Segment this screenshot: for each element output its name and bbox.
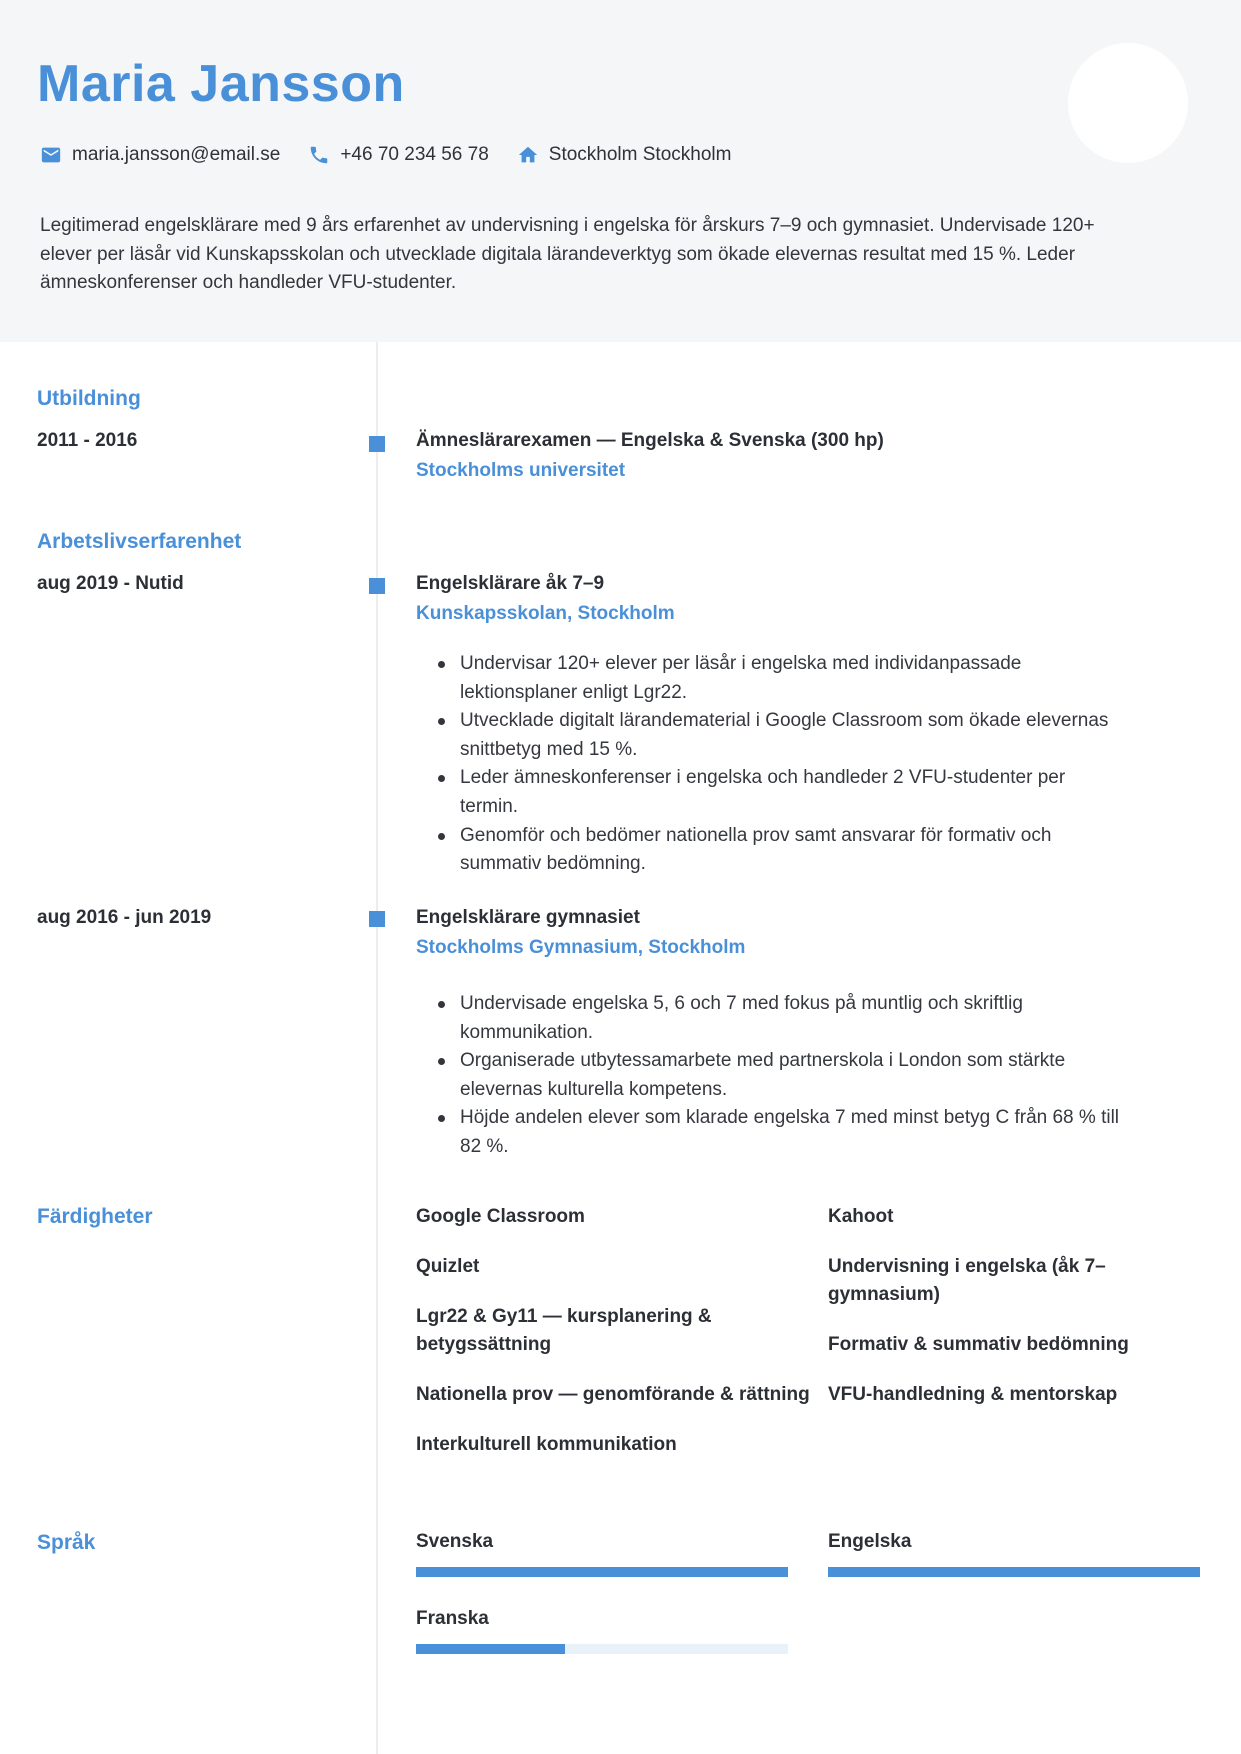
phone-text: +46 70 234 56 78 (340, 144, 489, 165)
job1-title: Engelsklärare åk 7–9 (416, 573, 605, 594)
skills-column-right (828, 1203, 1173, 1431)
bullet-item: Höjde andelen elever som klarade engelska 7 med minst betyg C från 68 % till 82 %. (460, 1104, 1120, 1161)
bullet-item: Genomför och bedömer nationella prov samt ansvarar för formativ och summativ bedömning. (460, 822, 1120, 879)
skill-item: Formativ & summativ bedömning (828, 1334, 1129, 1355)
skill-item: Google Classroom (416, 1206, 585, 1227)
section-heading-education: Utbildning (37, 387, 141, 410)
skill-item: VFU-handledning & mentorskap (828, 1384, 1118, 1405)
contact-row (40, 144, 731, 166)
language-level-bar (828, 1567, 1200, 1577)
home-icon (517, 144, 539, 166)
skill-item: Undervisning i engelska (åk 7–gymnasium) (828, 1256, 1106, 1305)
language-level-track (416, 1567, 788, 1577)
skills-column-left (416, 1203, 816, 1481)
bullet-item: Utvecklade digitalt lärandematerial i Google Classroom som ökade elevernas snittbetyg med 15 %. (460, 707, 1120, 764)
job1-date: aug 2019 - Nutid (37, 573, 184, 594)
column-divider (376, 342, 378, 1754)
skill-item: Nationella prov — genomförande & rättning (416, 1384, 810, 1405)
avatar (1068, 43, 1188, 163)
skill-item: Kahoot (828, 1206, 894, 1227)
envelope-icon (40, 144, 62, 166)
language-level-bar (416, 1567, 788, 1577)
job2-entry (416, 905, 1116, 961)
language-level-track (828, 1567, 1200, 1577)
job2-title: Engelsklärare gymnasiet (416, 907, 640, 928)
job1-company: Kunskapsskolan, Stockholm (416, 603, 675, 624)
contact-location (517, 144, 732, 166)
email-text: maria.jansson@email.se (72, 144, 281, 165)
section-heading-languages: Språk (37, 1531, 96, 1554)
section-heading-skills: Färdigheter (37, 1205, 153, 1228)
language-level-bar (416, 1644, 565, 1654)
contact-phone (308, 144, 488, 166)
job1-entry (416, 571, 1116, 627)
section-heading-experience: Arbetslivserfarenhet (37, 530, 242, 553)
skill-item: Quizlet (416, 1256, 480, 1277)
contact-email (40, 144, 280, 166)
education-school: Stockholms universitet (416, 460, 626, 481)
timeline-marker (369, 578, 385, 594)
language-name: Svenska (416, 1531, 494, 1552)
language-svenska (416, 1529, 788, 1577)
person-name: Maria Jansson (37, 55, 405, 113)
language-name: Engelska (828, 1531, 912, 1552)
language-name: Franska (416, 1608, 489, 1629)
job2-company: Stockholms Gymnasium, Stockholm (416, 937, 746, 958)
education-entry (416, 428, 1116, 484)
bullet-item: Undervisar 120+ elever per läsår i engelska med individanpassade lektionsplaner enligt Lgr22. (460, 650, 1120, 707)
location-text: Stockholm Stockholm (548, 144, 732, 165)
job2-bullets (416, 990, 1120, 1162)
bullet-item: Leder ämneskonferenser i engelska och handleder 2 VFU-studenter per termin. (460, 764, 1120, 821)
skill-item: Lgr22 & Gy11 — kursplanering & betygssättning (416, 1306, 712, 1355)
language-engelska (828, 1529, 1200, 1577)
bullet-item: Organiserade utbytessamarbete med partnerskola i London som stärkte elevernas kulturella kompetens. (460, 1047, 1120, 1104)
timeline-marker (369, 911, 385, 927)
skill-item: Interkulturell kommunikation (416, 1434, 677, 1455)
job2-date: aug 2016 - jun 2019 (37, 907, 212, 928)
profile-summary: Legitimerad engelsklärare med 9 års erfarenhet av undervisning i engelska för årskurs 7–9 och gymnasiet. Undervisade 120+ elever per läsår vid Kunskapsskolan och utvecklade digitala lärandeverktyg som ökade elevernas resultat med 15 %. Leder ämneskonferenser och handleder VFU-studenter. (40, 215, 1095, 294)
phone-icon (308, 144, 330, 166)
language-level-track (416, 1644, 788, 1654)
language-franska (416, 1606, 788, 1654)
education-title: Ämneslärarexamen — Engelska & Svenska (300 hp) (416, 430, 884, 451)
header (0, 0, 1241, 342)
timeline-marker (369, 436, 385, 452)
education-date: 2011 - 2016 (37, 430, 138, 451)
bullet-item: Undervisade engelska 5, 6 och 7 med fokus på muntlig och skriftlig kommunikation. (460, 990, 1120, 1047)
job1-bullets (416, 650, 1120, 879)
